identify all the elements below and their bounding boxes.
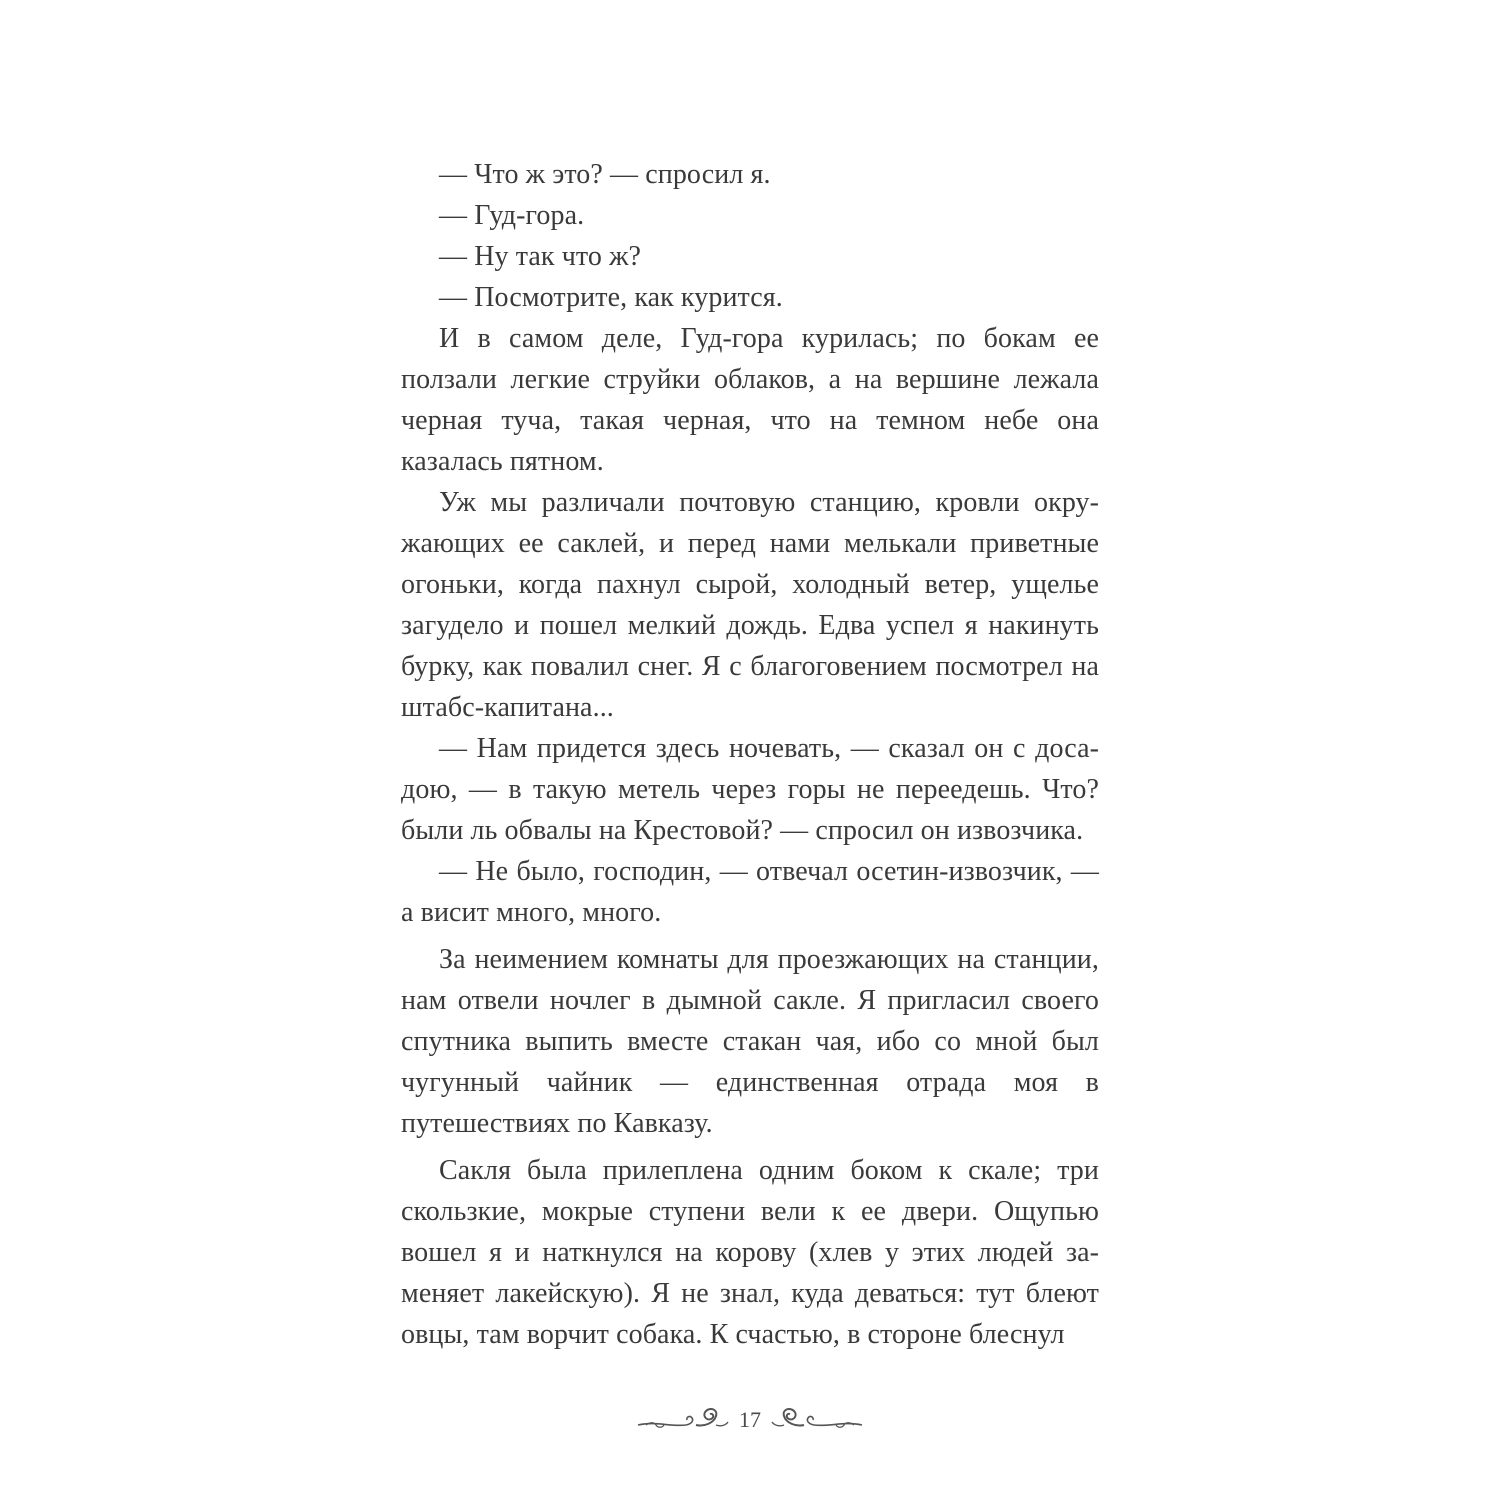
page-body-text: [401, 154, 1099, 1355]
left-ornament-icon: [636, 1405, 731, 1435]
paragraph-2: — Гуд-гора.: [439, 200, 585, 231]
paragraph-5: И в самом деле, Гуд-гора курилась; по бокам ее ползали легкие струйки облаков, а на вершине лежала черная туча, такая черная, что на темном небе она казалась пятном.: [401, 323, 1099, 477]
paragraph-7: — Нам придется здесь ночевать, — сказал он с досадою, — в такую метель через горы не переедешь. Что? были ль обвалы на Крестовой? — спросил он извозчика.: [401, 733, 1099, 846]
paragraph-8: — Не было, господин, — отвечал осетин-извозчик, — а висит много, много.: [401, 856, 1099, 928]
paragraph-4: — Посмотрите, как курится.: [439, 282, 783, 313]
paragraph-10: Сакля была прилеплена одним боком к скале; три скользкие, мокрые ступени вели к ее двери. Ощупью вошел я и наткнулся на корову (хлев у этих людей заменяет лакейскую). Я не знал, куда деваться: тут блеют овцы, там ворчит собака. К счастью, в стороне блеснул: [401, 1155, 1099, 1350]
paragraph-3: — Ну так что ж?: [439, 241, 642, 272]
paragraph-1: — Что ж это? — спросил я.: [439, 159, 771, 190]
page-number: 17: [739, 1407, 761, 1432]
right-ornament-icon: [769, 1405, 864, 1435]
page-footer: [600, 1400, 900, 1440]
paragraph-9: За неимением комнаты для проезжающих на станции, нам отвели ночлег в дымной сакле. Я пригласил своего спутника выпить вместе стакан чая, ибо со мной был чугунный чайник — единственная отрада моя в путешествиях по Кавказу.: [401, 944, 1099, 1139]
paragraph-6: Уж мы различали почтовую станцию, кровли окружающих ее саклей, и перед нами мелькали приветные огоньки, когда пахнул сырой, холодный ветер, ущелье загудело и пошел мелкий дождь. Едва успел я накинуть бурку, как повалил снег. Я с благоговением посмотрел на штабс-капитана...: [401, 487, 1099, 723]
